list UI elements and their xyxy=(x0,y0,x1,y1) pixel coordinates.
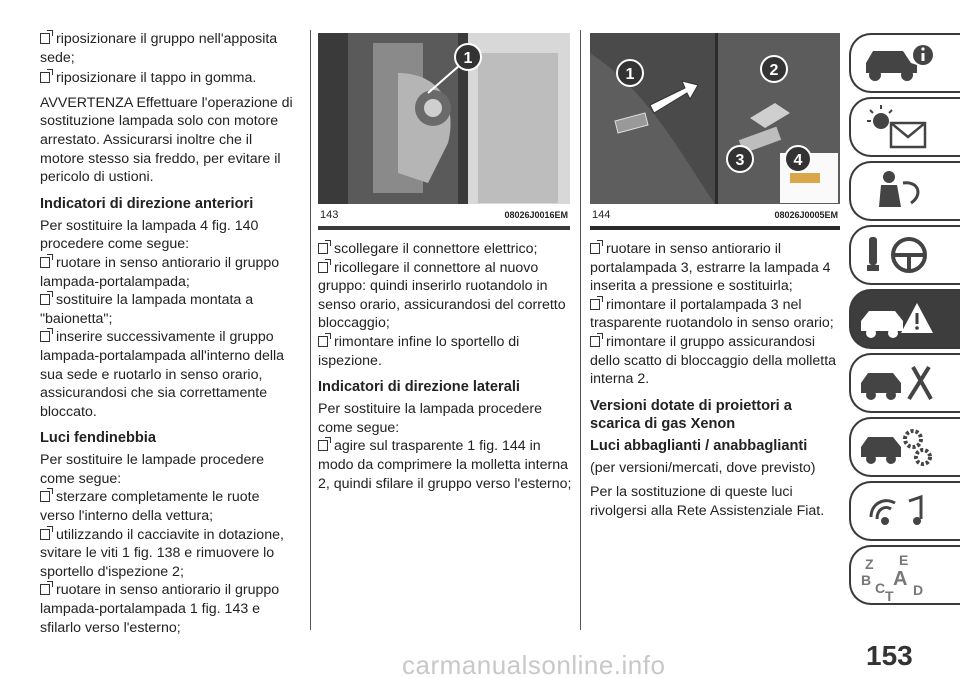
paragraph: Per sostituire la lampada procedere come segue: xyxy=(318,401,542,436)
checkbox-bullet-icon xyxy=(590,336,600,347)
index-letter: A xyxy=(893,568,908,590)
checkbox-bullet-icon xyxy=(318,440,328,451)
technical-data-icon xyxy=(851,419,941,474)
side-indicator-photo xyxy=(590,33,840,230)
bullet-item: ruotare in senso antiorario il portalampada 3, estrarre la lampada 4 inserita a pressione e sostituirla; xyxy=(590,241,831,295)
column-divider xyxy=(580,30,581,630)
checkbox-bullet-icon xyxy=(40,33,50,44)
figure-144-caption xyxy=(590,204,840,226)
callout-1-label: 1 xyxy=(463,50,473,67)
index-icon xyxy=(851,547,941,602)
paragraph: Per la sostituzione di queste luci rivolgersi alla Rete Assistenziale Fiat. xyxy=(590,484,825,519)
heading-side-indicators: Indicatori di direzione laterali xyxy=(318,379,520,396)
checkbox-bullet-icon xyxy=(40,294,50,305)
checkbox-bullet-icon xyxy=(40,257,50,268)
bullet-item: scollegare il connettore elettrico; xyxy=(318,240,573,259)
heading-fog-lights: Luci fendinebbia xyxy=(40,430,156,447)
bullet-item: sostituire la lampada montata a "baionetta"; xyxy=(40,292,254,327)
checkbox-bullet-icon xyxy=(40,72,50,83)
bullet-item: rimontare il portalampada 3 nel trasparente ruotandolo in senso orario; xyxy=(590,296,834,332)
index-letter: Z xyxy=(865,556,874,572)
warning-paragraph: AVVERTENZA Effettuare l'operazione di sostituzione lampada solo con motore arrestato. Assicurarsi inoltre che il motore stesso sia freddo, per evitare il pericolo di ustioni. xyxy=(40,94,293,186)
figure-code: 08026J0005EM xyxy=(774,210,838,220)
tab-index[interactable] xyxy=(849,545,960,605)
tab-warning-lights[interactable] xyxy=(849,97,960,157)
callout-4-label: 4 xyxy=(793,152,803,169)
bullet-item: agire sul trasparente 1 fig. 144 in modo da comprimere la molletta interna 2, quindi sfilare il gruppo verso l'esterno; xyxy=(318,438,572,492)
checkbox-bullet-icon xyxy=(40,584,50,595)
lamp-holder-photo xyxy=(318,33,570,230)
checkbox-bullet-icon xyxy=(40,331,50,342)
index-letter: T xyxy=(885,588,894,602)
checkbox-bullet-icon xyxy=(318,243,328,254)
tab-emergency[interactable] xyxy=(849,289,960,349)
index-letter: C xyxy=(875,580,886,596)
figure-number: 143 xyxy=(320,209,339,221)
tab-technical-data[interactable] xyxy=(849,417,960,477)
watermark-text: carmanualsonline.info xyxy=(402,650,666,678)
bullet-item: rimontare infine lo sportello di ispezione. xyxy=(318,333,520,369)
tab-maintenance[interactable] xyxy=(849,353,960,413)
tab-safety[interactable] xyxy=(849,161,960,221)
column-2 xyxy=(318,240,573,499)
figure-code: 08026J0016EM xyxy=(504,210,568,220)
bullet-item: sterzare completamente le ruote verso l'interno della vettura; xyxy=(40,489,260,525)
tab-car-info[interactable] xyxy=(849,33,960,93)
figure-144-image xyxy=(590,33,840,230)
figure-143-caption xyxy=(318,204,570,226)
column-divider xyxy=(310,30,311,630)
bullet-item: ruotare in senso antiorario il gruppo lampada-portalampada 1 fig. 143 e sfilarlo verso l'esterno; xyxy=(40,582,280,636)
bullet-item: ruotare in senso antiorario il gruppo lampada-portalampada; xyxy=(40,254,280,290)
column-1 xyxy=(40,30,298,643)
paragraph: (per versioni/mercati, dove previsto) xyxy=(590,459,816,476)
safety-airbag-icon xyxy=(851,163,941,218)
heading-high-low-beams: Luci abbaglianti / anabbaglianti xyxy=(590,437,808,454)
bullet-item: rimontare il gruppo assicurandosi dello scatto di bloccaggio della molletta interna 2. xyxy=(590,333,837,388)
heading-front-indicators: Indicatori di direzione anteriori xyxy=(40,195,254,212)
bullet-item: riposizionare il gruppo nell'apposita sede; xyxy=(40,31,278,66)
figure-143-image xyxy=(318,33,570,230)
column-3 xyxy=(590,240,842,527)
callout-1-label: 1 xyxy=(625,66,635,83)
multimedia-icon xyxy=(851,483,941,538)
callout-2-label: 2 xyxy=(769,62,779,79)
car-info-icon xyxy=(851,35,941,90)
bullet-item: ricollegare il connettore al nuovo gruppo: quindi inserirlo ruotandolo in senso orario, assicurandosi del corretto bloccaggio; xyxy=(318,259,566,332)
bullet-item: riposizionare il tappo in gomma. xyxy=(40,69,298,88)
tab-starting-driving[interactable] xyxy=(849,225,960,285)
checkbox-bullet-icon xyxy=(590,243,600,254)
index-letter: B xyxy=(861,572,872,588)
maintenance-icon xyxy=(851,355,941,410)
checkbox-bullet-icon xyxy=(40,491,50,502)
paragraph: Per sostituire le lampade procedere come segue: xyxy=(40,452,264,487)
bullet-item: inserire successivamente il gruppo lampada-portalampada all'interno della sua sede e ruotarlo in senso orario, assicurandosi che sia correttamente bloccato. xyxy=(40,329,285,420)
warning-lights-icon xyxy=(851,99,941,154)
page-number: 153 xyxy=(866,640,913,671)
emergency-icon xyxy=(851,291,941,346)
checkbox-bullet-icon xyxy=(590,299,600,310)
checkbox-bullet-icon xyxy=(318,262,328,273)
callout-3-label: 3 xyxy=(735,152,745,169)
tab-multimedia[interactable] xyxy=(849,481,960,541)
heading-xenon: Versioni dotate di proiettori a scarica di gas Xenon xyxy=(590,397,792,432)
index-letter: E xyxy=(899,552,909,568)
bullet-item: utilizzando il cacciavite in dotazione, svitare le viti 1 fig. 138 e rimuovere lo sportello d'ispezione 2; xyxy=(40,526,284,580)
starting-driving-icon xyxy=(851,227,941,282)
figure-number: 144 xyxy=(592,209,611,221)
checkbox-bullet-icon xyxy=(40,529,50,540)
checkbox-bullet-icon xyxy=(318,336,328,347)
index-letter: D xyxy=(913,582,924,598)
paragraph: Per sostituire la lampada 4 fig. 140 procedere come segue: xyxy=(40,217,259,253)
